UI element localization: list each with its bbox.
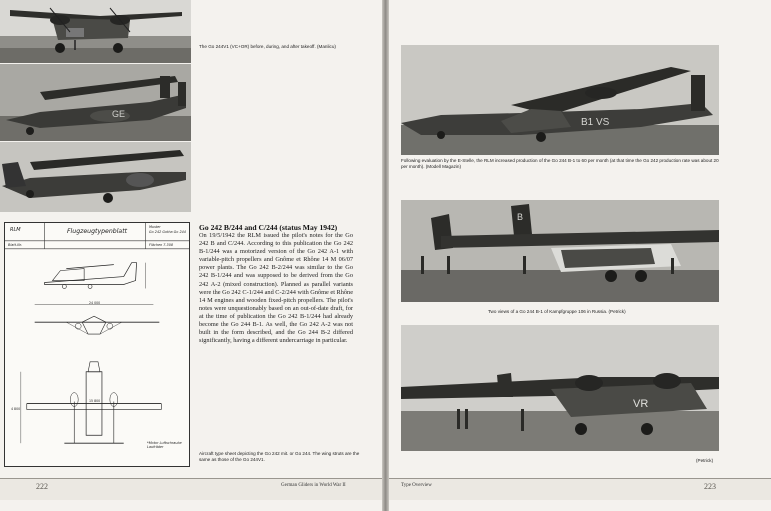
left-footer-band — [0, 478, 382, 500]
right-page — [389, 0, 771, 511]
body-text: On 19/5/1942 the RLM issued the pilot's notes for the Go 242 B and C/244. According to this publication the Go 242 B-1/244 was a motorized version of the Go 242 A-1 with variable-pitch propellers and Gnôme et Rhône 14 M 06/07 power plants. The Go 242 B-2/244 was similar to the Go 242 B-1/244 and was supposed to be derived from the Go 242 A-2 (mixed construction). Planned as parallel variants were the Go 242 C-1/244 and C-2/244 with Gnôme et Rhône 14 M engines and wooden fixed-pitch propellers. The pilot's notes were unquestionably based on an out-of-date draft, for at the time of publication the Go 242 B-1/244 had already become the Go 244 B-1. As well, the Go 242 A-2 was not built in the form described, and the Go 244 B-2 differed significantly, having a different undercarriage in particular. — [199, 232, 353, 345]
page-number-right: 223 — [704, 482, 716, 491]
aircraft-type-sheet — [4, 222, 190, 467]
sheet-title: Flugzeugtypenblatt — [67, 228, 128, 235]
running-head-left: German Gliders in World War II — [281, 483, 346, 488]
caption-petrick: (Petrick) — [696, 458, 714, 463]
photo-go244v1-takeoff-1 — [0, 0, 191, 63]
photo-code-bottom: VR — [633, 398, 649, 410]
running-head-right: Type Overview — [401, 483, 432, 488]
sheet-muster-value: Go 242 Gotha Go 244 — [149, 230, 186, 234]
photo-go244b1-lineup — [401, 45, 719, 155]
sheet-note: *Motor Luftschraube Laufräder — [147, 441, 182, 449]
dim-height: 4 800 — [11, 407, 21, 411]
caption-type-sheet: Aircraft type sheet depicting the Go 242 mit. or Go 244. The wing struts are the same as those of the Go 244V1. — [199, 451, 360, 462]
section-heading: Go 242 B/244 and C/244 (status May 1942) — [199, 223, 338, 232]
photo-code-top: B1 VS — [581, 117, 610, 128]
photo-code-middle: B — [517, 212, 524, 222]
caption-production: Following evaluation by the E-Stelle, the RLM increased production of the Go 244 B-1 to 60 per month (at that time the Go 242 production rate was about 20 per month). (Modell Magazin) — [401, 158, 719, 169]
dim-length: 15 800 — [89, 399, 101, 403]
caption-kgr106: Two views of a Go 244 B-1 of Kampfgruppe 106 in Russia. (Petrick) — [488, 309, 626, 314]
photo-go244v1-takeoff-3 — [0, 142, 191, 212]
photo-go244b1-kgr106-2 — [401, 325, 719, 451]
sheet-blatt: Blatt-Nr. — [8, 243, 22, 247]
sheet-rlm-label: RLM — [10, 227, 21, 233]
sheet-date: Flächen 7.308 — [149, 243, 174, 247]
book-gutter — [382, 0, 389, 511]
left-page — [0, 0, 382, 511]
dim-span: 24 000 — [89, 301, 101, 305]
page-number-left: 222 — [36, 482, 48, 491]
photo-go244b1-kgr106-1 — [401, 200, 719, 302]
photo-go244v1-takeoff-2 — [0, 64, 191, 141]
svg-text:GE: GE — [112, 109, 126, 119]
sheet-muster-label: Muster — [149, 225, 161, 229]
caption-takeoff-photos: The Go 244V1 (VC+OR) before, during, and after takeoff. (Manlicu) — [199, 44, 336, 49]
